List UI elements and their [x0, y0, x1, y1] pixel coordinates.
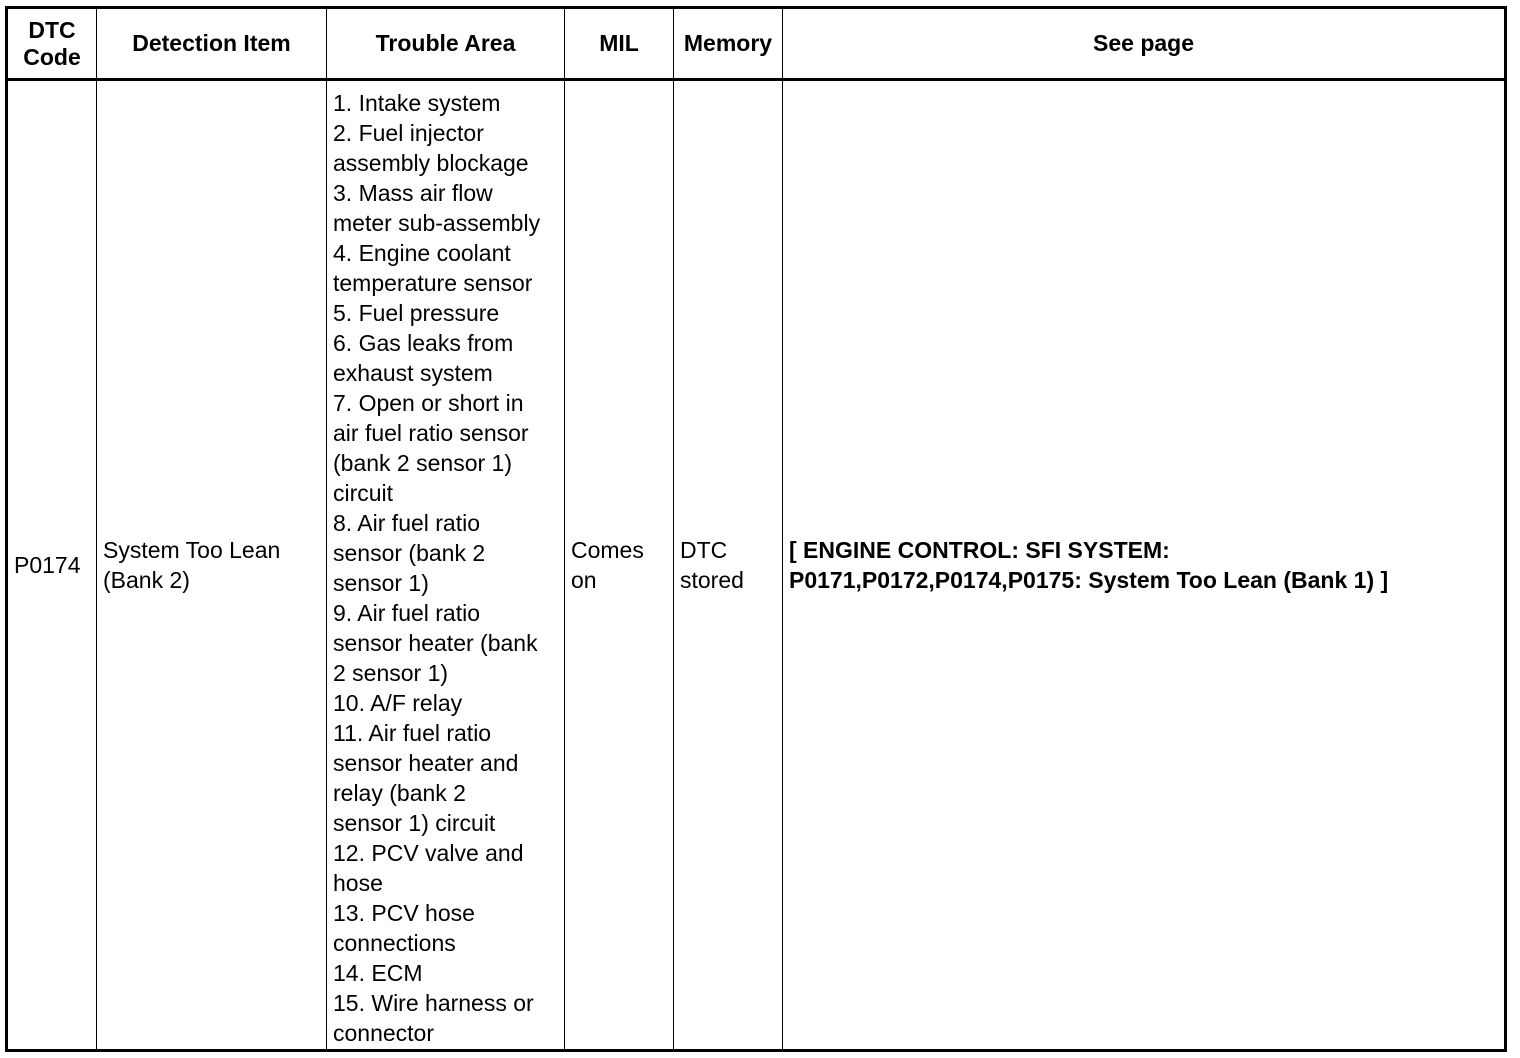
- mil-line: on: [571, 567, 597, 593]
- detection-item-cell: [97, 80, 327, 1051]
- trouble-area-line: 2. Fuel injector: [333, 120, 484, 146]
- trouble-area-line: connector: [333, 1020, 435, 1046]
- trouble-area-line: 9. Air fuel ratio: [333, 600, 481, 626]
- header-see-page: See page: [783, 8, 1506, 80]
- trouble-area-line: temperature sensor: [333, 270, 533, 296]
- trouble-area-line: relay (bank 2: [333, 780, 466, 806]
- trouble-area-line: 7. Open or short in: [333, 390, 524, 416]
- memory-cell: [674, 80, 783, 1051]
- trouble-area-line: 2 sensor 1): [333, 660, 449, 686]
- trouble-area-line: 1. Intake system: [333, 90, 501, 116]
- trouble-area-line: 10. A/F relay: [333, 690, 463, 716]
- trouble-area-line: assembly blockage: [333, 150, 529, 176]
- trouble-area-line: 12. PCV valve and: [333, 840, 524, 866]
- table-row: [7, 80, 1506, 1051]
- trouble-area-line: 4. Engine coolant: [333, 240, 511, 266]
- header-mil: MIL: [565, 8, 674, 80]
- trouble-area-line: 11. Air fuel ratio: [333, 720, 492, 746]
- header-detection-item: Detection Item: [97, 8, 327, 80]
- dtc-table: [5, 6, 1507, 1052]
- trouble-area-line: 5. Fuel pressure: [333, 300, 500, 326]
- trouble-area-line: (bank 2 sensor 1): [333, 450, 512, 476]
- trouble-area-line: 8. Air fuel ratio: [333, 510, 481, 536]
- trouble-area-line: circuit: [333, 480, 394, 506]
- trouble-area-cell: [327, 80, 565, 1051]
- trouble-area-line: 15. Wire harness or: [333, 990, 534, 1016]
- trouble-area-line: sensor 1): [333, 570, 429, 596]
- memory-line: stored: [680, 567, 744, 593]
- trouble-area-line: 13. PCV hose: [333, 900, 475, 926]
- trouble-area-line: sensor (bank 2: [333, 540, 486, 566]
- detection-item-line: System Too Lean: [103, 537, 281, 563]
- see-page-link[interactable]: [783, 80, 1506, 1051]
- trouble-area-line: 6. Gas leaks from: [333, 330, 514, 356]
- trouble-area-line: hose: [333, 870, 383, 896]
- trouble-area-line: connections: [333, 930, 456, 956]
- dtc-code-cell: P0174: [7, 80, 97, 1051]
- header-dtc-code: DTC Code: [7, 8, 97, 80]
- see-page-line: [ ENGINE CONTROL: SFI SYSTEM:: [789, 537, 1170, 563]
- mil-cell: [565, 80, 674, 1051]
- mil-line: Comes: [571, 537, 644, 563]
- trouble-area-line: air fuel ratio sensor: [333, 420, 529, 446]
- trouble-area-line: 14. ECM: [333, 960, 423, 986]
- header-row: [7, 8, 1506, 80]
- trouble-area-line: sensor heater and: [333, 750, 519, 776]
- detection-item-line: (Bank 2): [103, 567, 190, 593]
- trouble-area-line: 3. Mass air flow: [333, 180, 493, 206]
- header-trouble-area: Trouble Area: [327, 8, 565, 80]
- trouble-area-line: sensor 1) circuit: [333, 810, 496, 836]
- trouble-area-line: meter sub-assembly: [333, 210, 541, 236]
- trouble-area-line: sensor heater (bank: [333, 630, 538, 656]
- trouble-area-line: exhaust system: [333, 360, 493, 386]
- header-memory: Memory: [674, 8, 783, 80]
- see-page-line: P0171,P0172,P0174,P0175: System Too Lean (Bank 1) ]: [789, 567, 1389, 593]
- memory-line: DTC: [680, 537, 728, 563]
